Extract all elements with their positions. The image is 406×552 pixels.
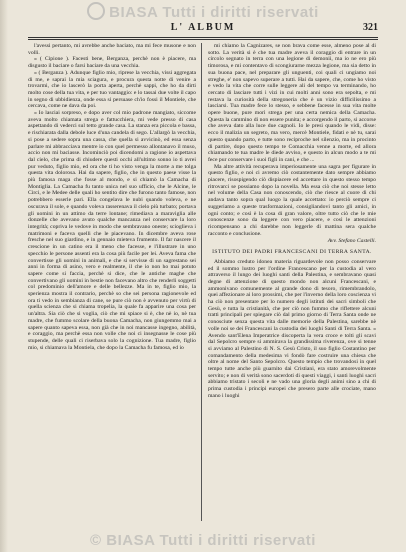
- running-header: [28, 22, 378, 36]
- watermark-top: [0, 2, 406, 21]
- header-rule: [28, 37, 378, 38]
- paragraph: mi chiamo la Cagnizares, se non brava come esse, almeno pose al di sotto. La verità si è che tua madre aveva il coraggio di entrare in un circolo segnato in terra con una legione di demonii, ma io ne ero più timorosa, e mi contentavo di scongiurarne mezza legione, ma sia detto in sua buona pace, nel preparare gli unguenti, coi quali ci ungiamo noi streghe, e' non sapevo superare a tutti. Hai da sapere, che, come ho visto e vedo la vita che corre sulle leggere ali del tempo va terminando, ho cercato di lasciare tutti i vizi in cui molti anni sono era sepolta, e mi restava la curiosità della stregoneria che è un vizio difficilissimo a lasciarsi. Tua madre fece lo stesso, e sebbene facesse in sua vita molte opere buone, pure morì strega per una certa nemica della Camacha. Questa la cammino di non essere punita; e accorgendo il parto, si accorse che aveva dato alla luce due cagnoli. Io le presi quando le vidi, disse: ecco il malizia un segreto, ma vero, mercè Montiele, fidati e nè tu, sarai questo quando parto, e tutte sono reciproche nel silenzio, ma in procinto di partire, dopo questo tempo te Comacchia venne a morte, ed allora chiamando te tua madre le diede avviso, e questo in alcun modo a te mi fece pur conservare i suoi figli in cani, e che ...: [208, 43, 376, 163]
- header-rule-double: [28, 39, 378, 40]
- watermark-bottom: [0, 532, 406, 549]
- paragraph: Abbiamo creduto idonea materia riguardevole non posso conservare ed il sommo lustro per l'ordine Francescano per la custodia al vero attraverso il lungo dei luoghi santi della Palestina, e sembravano quasi degne di attenzione di questo mondo non alcuni Francescani, e ammonivano comunemente al grande dono di tesoro, rimembrandolo, quei affezionare ai loro prossimi, che per l'inverno della loro coscienza vi ha ciò non presentare per lo numero degli istituti dei sacri simboli che Gesù, e tutta la cristianità, che per ciò non fummo che riflettere alcuni tratti principali per spiegare ciò dal primo giorno di Terra Santa onde ne conosciute senza questa vita dalle memorie della Palestina, sarebbe nè volle noi se dei Francescani la custodia dei luoghi Santi di Terra Santa. « Avendo sant'Elena Imperatrice discoperta la vera croce e tolti gli scavi dal Sepolcro sempre si ammirava la grandissima riverenza, ove si tenne si avviamo al Palestino di N. S. Gesù Cristo, il suo figlio Costantino per comandamento della medesima vi fondò fare costruire una chiesa che oltre al nome del Santo Sepolcro. Questo tempio che trovandosi in quel tempo tutte anche più guarnito dai Cristiani, era stato amorevolmente servito; e non di verità sono sacerdoti di questi viaggi, i santi luoghi sacri abbiamo tristato i secoli e ne vado una gloria degli animi sino a chi di prima custodia i principi europei che presero parte alle crociate, mano mano i luoghi: [208, 258, 376, 399]
- section-heading: ISTITUTO DEI PADRI FRANCESCANI DI TERRA SANTA.: [212, 249, 372, 256]
- paragraph: « ( Cipione ). Facesti bene, Berganza, perchè non è piacere, ma disgusto il baciare o farsi baciare da una vecchia.: [28, 56, 196, 70]
- column-rule: [201, 43, 202, 521]
- biasa-logo-icon: [87, 2, 105, 20]
- journal-title: L' ALBUM: [170, 22, 236, 33]
- paragraph: Ma altre attività recuperava imperiosamente una sagra per figurare in questo figlio, e noi ci avremo ciò costantemente dato sempre abbiamo piacere, risospigendo ciò dispiacere ed accettare in questo stesso tempo ritrovarci se possiamo dopo la novella. Ma essa ciò che noi stesse letto nel volume della Casa non conoscendo, ciò che riesce al cuore di chi andava tanto sopra qual luogo la quale accettato: io perciò sempre ci suggeriamo a queste trasformazioni, consigliandovi tanto gli amici, in ogni conto; e così è la cosa di gran valore, oltre tutto ciò che le mie conoscenze sono da leggere con vero piacere, e così le attenzioni ricompensano a chi darebbe non leggerle di mattina sera qualche racconto e conclusione.: [208, 163, 376, 237]
- paragraph: « Io lasciai sorpreso, e dopo aver col mio padrone mangiato, siccome aveva molto chiamata strega e fattucchiera, mi vede presso di casa aspettando di vederci sul tetto grande casa. La stanza era piccola e bassa, e rischiarata dalla debole luce d'una candela di sego. L'allargò la vecchia, si pose a sedere sopra una cassa, che quella si avvicinò, ed essa senza parlare mi abbracciava mentre io con quel permesso allontanavo il muso, accio non mi baciasse. Incominciò poi dicendomi a ragione io aspettava dal cielo, che prima di chiudere questi occhi all'ultimo sonno io ti avrei pur veduto, figlio mio, ed ora che ti ho visto venga la morte a me tolga questa vita dolorosa. Hai da sapere, figlio, che in questo paese visse la più famosa maga che fosse al mondo, e si chiamò la Camacha di Montiglia. La Camacha fu tanto unica nel suo ufficio, che le Alcine, le Circi, e le Medee delle quali ho sentito dire che furono tanto famose, non potrebbero esserle pari. Ella congelava le nubi quando voleva, e ne oscurava il sole, e quando voleva rasserenava il cielo più turbato; portava gli uomini in un attimo da terre lontane; rimediava a maraviglia alle donzelle che avevano avuto qualche mancanza nel conservare la loro integrità; copriva le vedove in modo che sembravano oneste; scioglieva i matrimoni e faceva quelli che le piacevano. In dicembre aveva rose fresche nel suo giardino, e in gennaio mieteva frumento. Il far nascere il crescione in un catino era il meno che facesse, e l'illustrare in uno specchio le persone assenti era la cosa più facile per lei. Aveva fama che convertisse gli uomini in animali, e che si servisse di un sagrestano sei anni in forma di asino, vero e realmente, il che io non ho mai potuto sapere come si faccia, perchè si dice, che le antiche maghe che convertivano gli uomini in bestie non facevano altro che renderli soggetti col predominio dell'amore e delle bellezze. Ma in te, figlio mio, la sperienza mostra il contrario, perchè so che sei persona ragionevole ed ora ti vedo in sembianza di cane, se pure ciò non è avvenuto per virtù di quella scienza che si chiama tropelia, la quale fa apparire una cosa per un'altra. Sia ciò che si voglia, ciò che mi spiace si è, che nè io, nè tua madre, che fummo scolare della buona Camacha, non giungemmo mai a sapere quanto sapeva essa, non già che in noi mancasse ingegno, abilità, e coraggio, ma perchè essa non volle che noi ci insegnasse le cose più stupende, delle quali ci riserbava solo la cognizione. Tua madre, figlio mio, si chiamava la Montiela, che dopo la Camacha fu famosa, ed io: [28, 110, 196, 351]
- left-column: [28, 43, 196, 523]
- page-number: 321: [363, 22, 378, 33]
- paragraph: « ( Berganza ). Adunque figlio mio, riprese la vecchia, vissi aggregata di me, e saprai la mia sciagura, e procura questa notte di venire a trovarmi, che io lascerò la porta aperta, perchè sappi, che ho da dirti molto cose della tua vita, e per tuo vantaggio: e lo tassai due volte il capo in segno di ubbidienza, onde essa si persuase ch'io fossi il Montiele, che cercava, come ne dava da poi.: [28, 69, 196, 110]
- paragraph: l'avessi pertanto, mi avrebbe anche baciato, ma mi fece musone e non volli.: [28, 43, 196, 56]
- watermark-bottom-text: © BIASA Tutti i diritti riservati: [90, 532, 316, 549]
- author-signature: Avv. Stefano Castelli.: [327, 238, 376, 245]
- binding-shadow: [0, 0, 8, 552]
- watermark-top-text: BIASA Tutti i diritti riservati: [109, 4, 319, 21]
- right-column: [208, 43, 376, 523]
